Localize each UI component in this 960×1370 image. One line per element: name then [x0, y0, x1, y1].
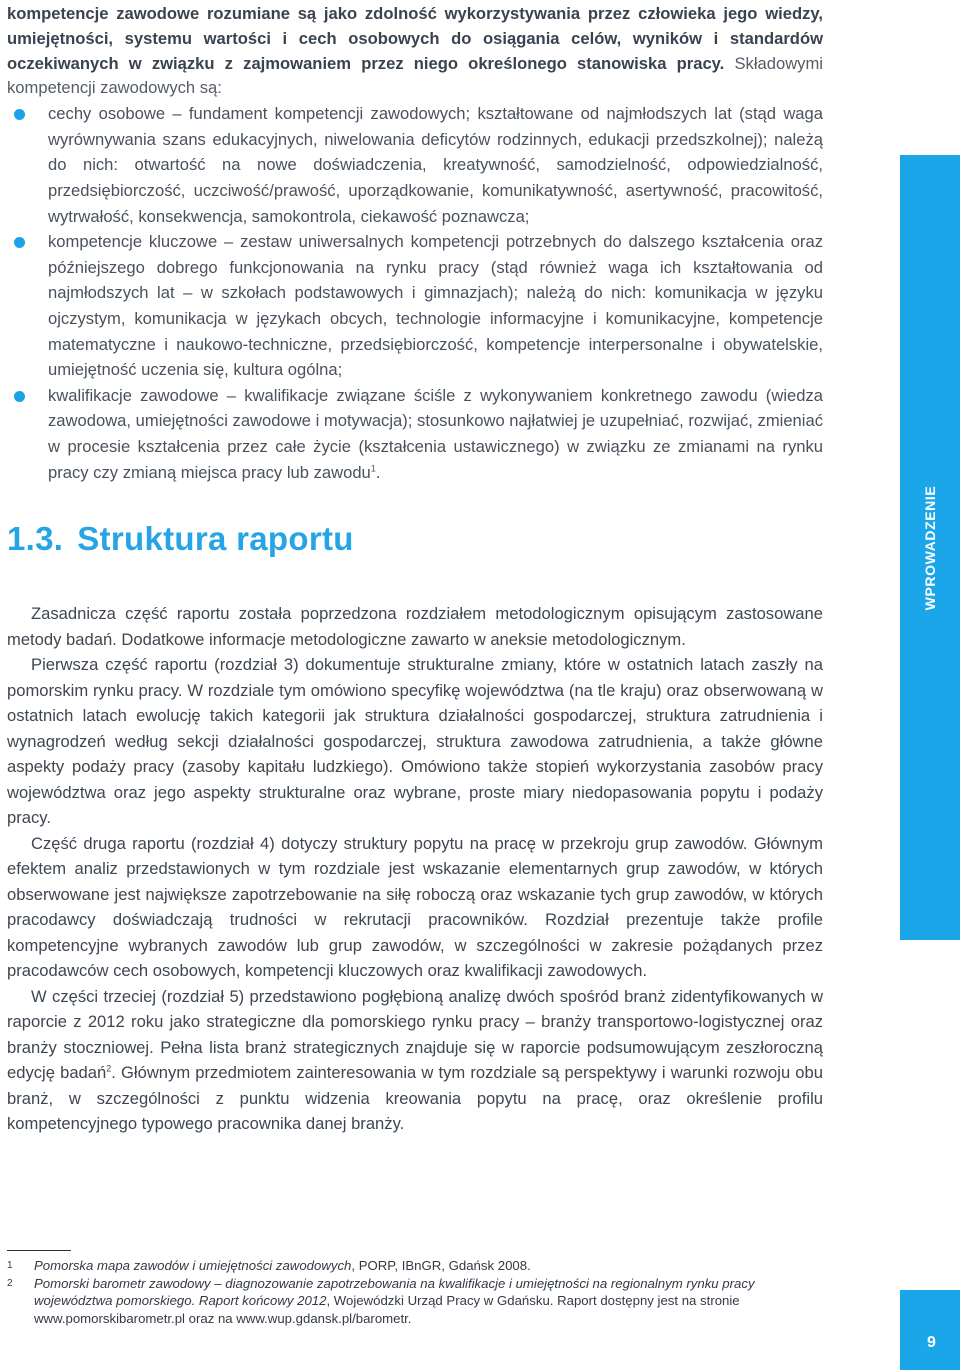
- footnote-title: Pomorska mapa zawodów i umiejętności zawodowych: [34, 1258, 352, 1273]
- footnote: [7, 1275, 823, 1328]
- section-body: [7, 601, 823, 1137]
- page-number-box: [900, 1290, 960, 1370]
- list-item-text: cechy osobowe – fundament kompetencji zawodowych; kształtowane od najmłodszych lat (stąd waga wyrównywania szans edukacyjnych, niwelowania deficytów rodzinnych, edukacji przedszkolnej); należą do nich: otwartość na nowe doświadczenia, kreatywność, samodzielność, odpowiedzialność, przedsiębiorczość, uczciwość/prawość, uporządkowanie, komunikatywność, asertywność, pracowitość, wytrwałość, konsekwencja, samokontrola, ciekawość poznawcza;: [48, 104, 823, 226]
- list-item: [48, 383, 823, 485]
- footnote: [7, 1257, 823, 1275]
- intro-paragraph: [7, 0, 823, 101]
- chapter-label: WPROWADZENIE: [922, 485, 938, 610]
- footnote-text: , PORP, IBnGR, Gdańsk 2008.: [351, 1258, 531, 1273]
- paragraph: Zasadnicza część raportu została poprzedzona rozdziałem metodologicznym opisującym zastosowane metody badań. Dodatkowe informacje metodologiczne zawarto w aneksie metodologicznym.: [7, 604, 823, 649]
- intro-bold-text: kompetencje zawodowe rozumiane są jako zdolność wykorzystywania przez człowieka jego wiedzy, umiejętności, systemu wartości i cech osobowych do osiągania celów, wyników i standardów oczekiwanych w związku z zajmowaniem przez niego określonego stanowiska pracy.: [7, 4, 823, 73]
- paragraph: Część druga raportu (rozdział 4) dotyczy struktury popytu na pracę w przekroju grup zawodów. Głównym efektem analiz przedstawionych w tym rozdziale jest wskazanie elementarnych grup zawodów, w których obserwowane jest największe zapotrzebowanie na siłę roboczą oraz wskazanie tych grup zawodów, w których pracodawcy doświadczają trudności w rekrutacji pracowników. Rozdział prezentuje także profile kompetencyjne wybranych zawodów lub grup zawodów, w szczególności w zakresie pożądanych przez pracodawców cech osobowych, kompetencji kluczowych oraz kwalifikacji zawodowych.: [7, 833, 823, 981]
- competence-list: [7, 101, 823, 485]
- paragraph: [7, 984, 823, 1137]
- footnote-mark: 2: [7, 1277, 13, 1289]
- footnote-divider: [7, 1250, 71, 1251]
- paragraph-text: . Głównym przedmiotem zainteresowania w tym rozdziale są perspektywy i warunki rozwoju obu branż, w szczególności z punktu widzenia kreowania popytu na pracę, oraz określenie profilu kompetencyjnego typowego pracownika danej branży.: [7, 1063, 823, 1134]
- bullet-dot-icon: [14, 109, 25, 120]
- paragraph-text: W części trzeciej (rozdział 5) przedstawiono pogłębioną analizę dwóch spośród branż zidentyfikowanych w raporcie z 2012 roku jako strategiczne dla pomorskiego rynku pracy – branży transportowo-logistycznej oraz branży stoczniowej. Pełna lista branż strategicznych znajduje się w raporcie podsumowującym zeszłoroczną edycję badań: [7, 986, 823, 1083]
- footnote-text: , Wojewódzki Urząd Pracy w Gdańsku. Raport dostępny jest na stronie www.pomorskibarometr.pl oraz na www.wup.gdansk.pl/barometr.: [34, 1293, 740, 1326]
- section-heading: [7, 519, 823, 559]
- footnote-title: Pomorski barometr zawodowy – diagnozowanie zapotrzebowania na kwalifikacje i umiejętności na regionalnym rynku pracy województwa pomorskiego. Raport końcowy 2012: [34, 1275, 755, 1308]
- page-number: 9: [927, 1334, 936, 1351]
- chapter-side-tab: [900, 155, 960, 940]
- lead-in-text: Składowymi kompetencji zawodowych są:: [7, 53, 823, 98]
- list-item: [48, 229, 823, 383]
- section-number: 1.3.: [7, 520, 64, 558]
- bullet-dot-icon: [14, 391, 25, 402]
- list-item-text: kwalifikacje zawodowe – kwalifikacje związane ściśle z wykonywaniem konkretnego zawodu (wiedza zawodowa, umiejętności zawodowe i motywacja); stosunkowo najłatwiej je uzupełniać, rozwijać, zmieniać w procesie kształcenia przez całe życie (kształcenia ustawicznego) w związku ze zmianami na rynku pracy czy zmianą miejsca pracy lub zawodu: [48, 385, 823, 482]
- section-title: Struktura raportu: [77, 520, 354, 558]
- list-item-end: .: [375, 462, 381, 482]
- document-body: [7, 0, 823, 1137]
- footnote-mark: 1: [7, 1260, 13, 1271]
- footnote-ref-2[interactable]: 2: [106, 1063, 112, 1074]
- footnote-ref-1[interactable]: 1: [370, 462, 376, 473]
- bullet-dot-icon: [14, 237, 25, 248]
- list-item-text: kompetencje kluczowe – zestaw uniwersalnych kompetencji potrzebnych do dalszego kształcenia oraz późniejszego dobrego funkcjonowania na rynku pracy (stąd również waga ich kształtowania od najmłodszych lat – w szkołach podstawowych i gimnazjach); należą do nich: komunikacja w języku ojczystym, komunikacja w językach obcych, technologie informacyjne i komunikacyjne, kompetencje matematyczne i naukowo-techniczne, przedsiębiorczość, kompetencje interpersonalne i obywatelskie, umiejętność uczenia się, kultura ogólna;: [48, 232, 823, 380]
- footnotes: [7, 1250, 823, 1327]
- list-item: [48, 101, 823, 229]
- paragraph: Pierwsza część raportu (rozdział 3) dokumentuje strukturalne zmiany, które w ostatnich latach zaszły na pomorskim rynku pracy. W rozdziale tym omówiono specyfikę województwa (na tle kraju) oraz obserwowaną w ostatnich latach ewolucję takich kategorii jak struktura działalności gospodarczej, struktura zatrudnienia i wynagrodzeń według sekcji działalności gospodarczej, struktura zawodowa zatrudnienia, a także główne aspekty podaży pracy (zasoby kapitału ludzkiego). Omówiono także stopień wykorzystania zasobów pracy województwa oraz jego aspekty strukturalne oraz wybrane, proste miary niedopasowania popytu i podaży pracy.: [7, 655, 823, 828]
